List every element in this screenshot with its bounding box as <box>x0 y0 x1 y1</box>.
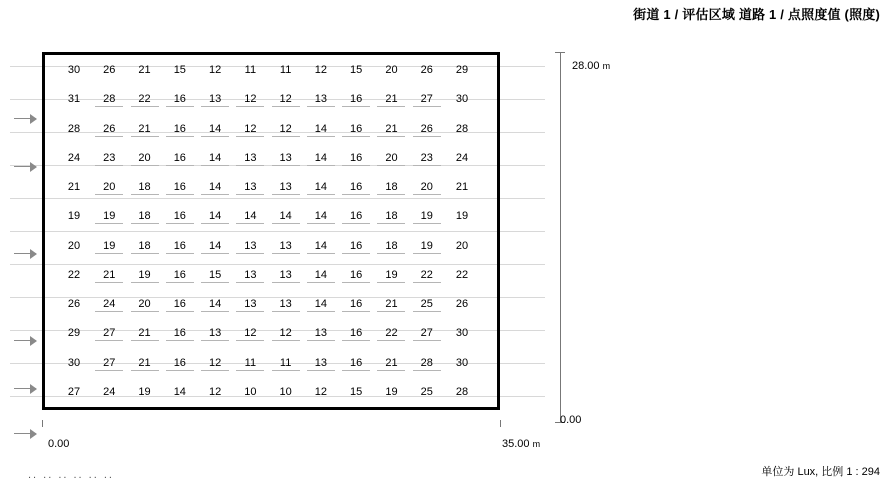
illuminance-value: 10 <box>279 386 292 398</box>
illuminance-value: 14 <box>314 210 328 223</box>
cell-underline <box>413 311 441 312</box>
illuminance-value: 12 <box>208 386 222 398</box>
cell-underline <box>236 282 264 283</box>
illuminance-value: 25 <box>420 298 433 311</box>
cell-underline <box>307 311 335 312</box>
illuminance-value: 13 <box>314 356 328 369</box>
cell-underline <box>131 282 159 283</box>
cell-underline <box>377 370 405 371</box>
illuminance-value: 21 <box>455 181 469 194</box>
y-axis-tick-top <box>555 52 565 53</box>
cell-underline <box>95 311 123 312</box>
cell-underline <box>413 194 441 195</box>
cell-underline <box>307 223 335 224</box>
illuminance-value: 27 <box>420 93 433 106</box>
illuminance-value: 26 <box>103 122 116 135</box>
illuminance-value: 13 <box>208 327 222 340</box>
illuminance-value: 26 <box>67 298 81 311</box>
illuminance-value: 11 <box>244 356 257 369</box>
cell-underline <box>201 282 229 283</box>
cell-underline <box>272 165 300 166</box>
illuminance-value: 14 <box>208 210 222 223</box>
cell-underline <box>272 311 300 312</box>
illuminance-value: 20 <box>138 151 151 164</box>
illuminance-value: 13 <box>244 268 257 281</box>
illuminance-value: 14 <box>314 239 328 252</box>
y-axis-min-label: 0.00 <box>560 414 582 426</box>
illuminance-value: 30 <box>67 64 81 76</box>
cell-underline <box>342 136 370 137</box>
illuminance-value: 15 <box>208 268 222 281</box>
cell-underline <box>131 340 159 341</box>
cell-underline <box>413 370 441 371</box>
cell-underline <box>377 282 405 283</box>
cell-underline <box>95 194 123 195</box>
cell-underline <box>236 370 264 371</box>
illuminance-value: 12 <box>208 356 222 369</box>
illuminance-value: 16 <box>173 327 186 340</box>
cell-underline <box>377 106 405 107</box>
cell-underline <box>131 106 159 107</box>
illuminance-value: 13 <box>244 181 257 194</box>
cell-underline <box>377 340 405 341</box>
direction-arrow-icon <box>14 249 40 259</box>
illuminance-value: 20 <box>103 181 116 194</box>
illuminance-value: 13 <box>279 181 292 194</box>
footer-note: 单位为 Lux, 比例 1 : 294 <box>761 466 880 478</box>
illuminance-value: 24 <box>103 386 116 398</box>
illuminance-value: 13 <box>279 151 292 164</box>
cell-underline <box>166 194 194 195</box>
illuminance-value: 22 <box>67 268 81 281</box>
illuminance-value: 11 <box>279 356 292 369</box>
cell-underline <box>377 223 405 224</box>
cell-underline <box>342 106 370 107</box>
illuminance-value: 11 <box>279 64 292 76</box>
illuminance-value: 14 <box>314 181 328 194</box>
illuminance-value: 12 <box>244 93 257 106</box>
cell-underline <box>377 311 405 312</box>
illuminance-value: 12 <box>279 327 292 340</box>
cell-underline <box>95 253 123 254</box>
cell-underline <box>236 340 264 341</box>
illuminance-value: 21 <box>138 356 151 369</box>
cell-underline <box>307 106 335 107</box>
illuminance-value: 14 <box>279 210 292 223</box>
cell-underline <box>272 282 300 283</box>
illuminance-value: 21 <box>385 93 398 106</box>
illuminance-value: 22 <box>420 268 433 281</box>
illuminance-value: 19 <box>138 268 151 281</box>
cell-underline <box>236 165 264 166</box>
cell-underline <box>307 165 335 166</box>
illuminance-value: 14 <box>208 151 222 164</box>
illuminance-value: 13 <box>314 327 328 340</box>
cell-underline <box>201 136 229 137</box>
illuminance-value: 14 <box>314 268 328 281</box>
illuminance-value: 12 <box>314 64 328 76</box>
page-title: 街道 1 / 评估区域 道路 1 / 点照度值 (照度) <box>633 7 880 22</box>
illuminance-value: 12 <box>244 122 257 135</box>
x-axis-max-label: 35.00 m <box>502 438 541 450</box>
illuminance-value: 22 <box>455 268 469 281</box>
y-axis-line <box>560 52 561 422</box>
illuminance-value: 19 <box>103 210 116 223</box>
cell-underline <box>307 253 335 254</box>
illuminance-value: 25 <box>420 386 433 398</box>
illuminance-value: 30 <box>455 327 469 340</box>
illuminance-value: 30 <box>67 356 81 369</box>
cell-underline <box>307 370 335 371</box>
illuminance-value: 16 <box>350 122 363 135</box>
illuminance-value: 21 <box>385 298 398 311</box>
illuminance-value: 21 <box>103 268 116 281</box>
illuminance-value: 16 <box>350 356 363 369</box>
cell-underline <box>236 136 264 137</box>
illuminance-value: 29 <box>67 327 81 340</box>
illuminance-value: 14 <box>208 181 222 194</box>
cell-underline <box>131 370 159 371</box>
cell-underline <box>95 223 123 224</box>
illuminance-value: 24 <box>455 151 469 164</box>
cell-underline <box>342 165 370 166</box>
illuminance-value: 16 <box>350 151 363 164</box>
illuminance-value: 12 <box>279 93 292 106</box>
cell-underline <box>166 136 194 137</box>
cell-underline <box>413 340 441 341</box>
illuminance-value: 23 <box>420 151 433 164</box>
cell-underline <box>201 340 229 341</box>
illuminance-value: 24 <box>67 151 81 164</box>
illuminance-value: 12 <box>244 327 257 340</box>
illuminance-value: 14 <box>314 122 328 135</box>
illuminance-value: 16 <box>350 239 363 252</box>
illuminance-value: 13 <box>244 298 257 311</box>
cell-underline <box>131 253 159 254</box>
illuminance-value: 27 <box>67 386 81 398</box>
illuminance-value: 24 <box>103 298 116 311</box>
illuminance-value: 30 <box>455 356 469 369</box>
illuminance-value: 27 <box>103 327 116 340</box>
direction-arrow-icon <box>14 384 40 394</box>
cell-underline <box>201 253 229 254</box>
illuminance-value: 12 <box>279 122 292 135</box>
illuminance-value: 26 <box>455 298 469 311</box>
illuminance-value: 19 <box>385 386 398 398</box>
cell-underline <box>272 194 300 195</box>
cell-underline <box>377 165 405 166</box>
direction-arrow-icon <box>14 162 40 172</box>
illuminance-value: 21 <box>138 327 151 340</box>
illuminance-value: 16 <box>350 327 363 340</box>
illuminance-value: 10 <box>244 386 257 398</box>
illuminance-value: 14 <box>314 151 328 164</box>
cell-underline <box>413 165 441 166</box>
cell-underline <box>342 223 370 224</box>
illuminance-value: 16 <box>173 122 186 135</box>
illuminance-value: 28 <box>67 122 81 135</box>
x-axis-tick-left <box>42 420 43 427</box>
illuminance-value: 18 <box>138 181 151 194</box>
cell-underline <box>342 340 370 341</box>
cell-underline <box>95 282 123 283</box>
cell-underline <box>131 165 159 166</box>
direction-arrow-icon <box>14 336 40 346</box>
illuminance-value: 18 <box>138 239 151 252</box>
illuminance-value: 18 <box>138 210 151 223</box>
illuminance-value: 19 <box>67 210 81 223</box>
illuminance-value: 16 <box>350 93 363 106</box>
illuminance-value: 16 <box>173 93 186 106</box>
illuminance-value: 16 <box>350 181 363 194</box>
y-axis-max-label: 28.00 m <box>572 60 611 72</box>
cell-underline <box>307 194 335 195</box>
illuminance-value: 29 <box>455 64 469 76</box>
illuminance-value: 21 <box>138 122 151 135</box>
cell-underline <box>95 340 123 341</box>
illuminance-value: 26 <box>420 64 433 76</box>
illuminance-value: 13 <box>244 151 257 164</box>
cell-underline <box>272 340 300 341</box>
cell-underline <box>166 165 194 166</box>
illuminance-value: 22 <box>385 327 398 340</box>
illuminance-value: 19 <box>455 210 469 223</box>
illuminance-value: 26 <box>420 122 433 135</box>
cell-underline <box>131 136 159 137</box>
cell-underline <box>166 340 194 341</box>
illuminance-value: 12 <box>208 64 222 76</box>
cell-underline <box>95 106 123 107</box>
cell-underline <box>342 282 370 283</box>
cell-underline <box>413 282 441 283</box>
illuminance-value: 13 <box>279 239 292 252</box>
illuminance-value: 19 <box>385 268 398 281</box>
cell-underline <box>413 136 441 137</box>
illuminance-value: 21 <box>385 356 398 369</box>
illuminance-grid-plot <box>10 44 545 419</box>
illuminance-value: 22 <box>138 93 151 106</box>
illuminance-value: 14 <box>208 298 222 311</box>
illuminance-value: 11 <box>244 64 257 76</box>
cell-underline <box>166 106 194 107</box>
cell-underline <box>413 223 441 224</box>
illuminance-value: 14 <box>208 122 222 135</box>
cell-underline <box>201 223 229 224</box>
illuminance-value: 13 <box>244 239 257 252</box>
illuminance-value: 20 <box>385 64 398 76</box>
cell-underline <box>95 370 123 371</box>
direction-arrow-icon <box>14 429 40 439</box>
cell-underline <box>272 136 300 137</box>
cell-underline <box>201 194 229 195</box>
illuminance-value: 16 <box>173 181 186 194</box>
cell-underline <box>342 311 370 312</box>
cell-underline <box>236 194 264 195</box>
cell-underline <box>307 340 335 341</box>
illuminance-value: 21 <box>385 122 398 135</box>
illuminance-value: 16 <box>350 298 363 311</box>
cell-underline <box>342 370 370 371</box>
illuminance-value: 16 <box>350 210 363 223</box>
illuminance-value: 19 <box>420 239 433 252</box>
cell-underline <box>95 136 123 137</box>
cell-underline <box>413 106 441 107</box>
illuminance-value: 27 <box>103 356 116 369</box>
cell-underline <box>377 253 405 254</box>
illuminance-value: 20 <box>455 239 469 252</box>
illuminance-value: 16 <box>350 268 363 281</box>
illuminance-value: 31 <box>67 93 81 106</box>
cell-underline <box>201 106 229 107</box>
illuminance-value: 30 <box>455 93 469 106</box>
cell-underline <box>236 106 264 107</box>
cell-underline <box>236 253 264 254</box>
illuminance-value: 12 <box>314 386 328 398</box>
cell-underline <box>201 370 229 371</box>
illuminance-value: 16 <box>173 210 186 223</box>
cell-underline <box>166 311 194 312</box>
illuminance-value: 16 <box>173 356 186 369</box>
illuminance-value: 20 <box>138 298 151 311</box>
illuminance-value: 13 <box>208 93 222 106</box>
illuminance-value: 13 <box>279 298 292 311</box>
cell-underline <box>166 253 194 254</box>
cell-underline <box>166 223 194 224</box>
illuminance-value: 20 <box>385 151 398 164</box>
illuminance-value: 20 <box>420 181 433 194</box>
illuminance-value: 18 <box>385 210 398 223</box>
illuminance-value: 14 <box>314 298 328 311</box>
illuminance-value: 16 <box>173 239 186 252</box>
cell-underline <box>272 253 300 254</box>
illuminance-value: 26 <box>103 64 116 76</box>
illuminance-value: 13 <box>314 93 328 106</box>
illuminance-value: 16 <box>173 151 186 164</box>
illuminance-value: 15 <box>350 64 363 76</box>
illuminance-value: 14 <box>173 386 186 398</box>
cell-underline <box>307 282 335 283</box>
illuminance-value: 15 <box>350 386 363 398</box>
illuminance-value: 23 <box>103 151 116 164</box>
illuminance-value: 21 <box>67 181 81 194</box>
illuminance-value: 28 <box>420 356 433 369</box>
cell-underline <box>272 223 300 224</box>
illuminance-value: 13 <box>279 268 292 281</box>
cell-underline <box>131 311 159 312</box>
illuminance-value: 16 <box>173 268 186 281</box>
direction-arrow-icon <box>14 114 40 124</box>
cell-underline <box>131 194 159 195</box>
cell-underline <box>236 223 264 224</box>
x-axis-min-label: 0.00 <box>48 438 70 450</box>
illuminance-value: 18 <box>385 181 398 194</box>
illuminance-value: 28 <box>455 386 469 398</box>
illuminance-value: 20 <box>67 239 81 252</box>
illuminance-value: 19 <box>420 210 433 223</box>
illuminance-value: 28 <box>455 122 469 135</box>
cell-underline <box>201 165 229 166</box>
x-axis-tick-right <box>500 420 501 427</box>
illuminance-value: 18 <box>385 239 398 252</box>
cell-underline <box>307 136 335 137</box>
illuminance-value: 16 <box>173 298 186 311</box>
illuminance-value: 15 <box>173 64 186 76</box>
corner-marks: .. .. .. .. .. .. <box>28 469 114 481</box>
cell-underline <box>166 282 194 283</box>
illuminance-value: 14 <box>208 239 222 252</box>
cell-underline <box>377 194 405 195</box>
illuminance-value: 19 <box>103 239 116 252</box>
cell-underline <box>236 311 264 312</box>
illuminance-value: 19 <box>138 386 151 398</box>
illuminance-value: 27 <box>420 327 433 340</box>
cell-underline <box>413 253 441 254</box>
cell-underline <box>95 165 123 166</box>
cell-underline <box>342 253 370 254</box>
illuminance-value: 14 <box>244 210 257 223</box>
cell-underline <box>377 136 405 137</box>
illuminance-value: 28 <box>103 93 116 106</box>
cell-underline <box>166 370 194 371</box>
cell-underline <box>342 194 370 195</box>
illuminance-value: 21 <box>138 64 151 76</box>
cell-underline <box>272 370 300 371</box>
cell-underline <box>272 106 300 107</box>
cell-underline <box>201 311 229 312</box>
cell-underline <box>131 223 159 224</box>
